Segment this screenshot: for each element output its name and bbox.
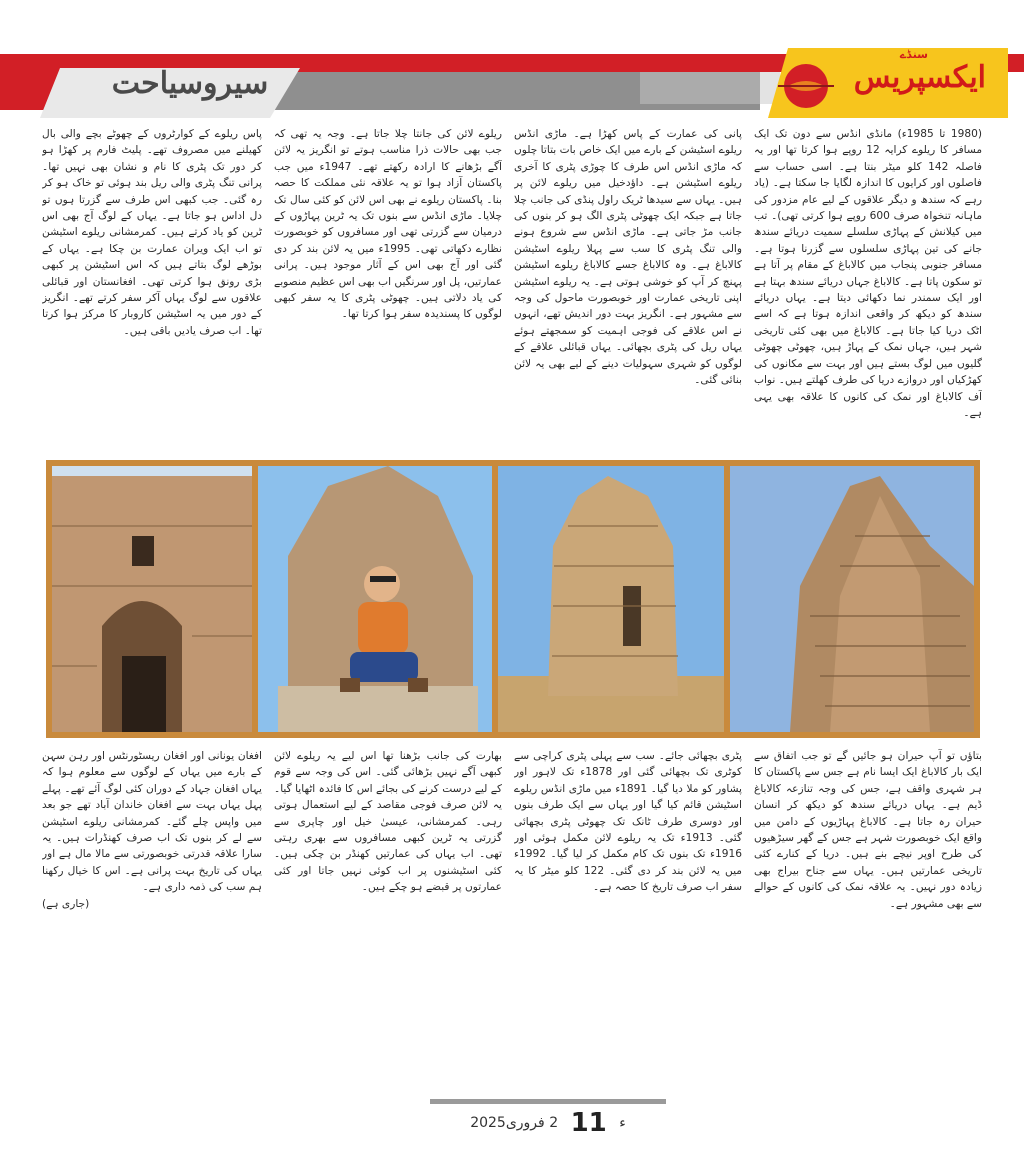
continued-note: (جاری ہے) (42, 897, 90, 910)
photo-ruined-temple-corner (730, 466, 974, 732)
photo-strip (46, 460, 980, 738)
page-footer (430, 1108, 666, 1138)
brand-top: سنڈے (899, 48, 928, 61)
photo-temple-stone-tower (498, 466, 724, 732)
column-text: پاس ریلوے کے کوارٹروں کے چھوٹے بچے والی بال کھیلنے میں مصروف تھے۔ پلیٹ فارم پر کھڑا ہو کر دور تک پٹری کا نام و نشان بھی نہیں تھا۔ پرانی تنگ پٹری والی ریل بند ہوئی تو خاک ہو کر رہ گئی۔ جب کبھی اس طرف سے گزرتا ہوں تو دل اداس ہو جاتا ہے۔ یہاں کے لوگ آج بھی اس ٹرین کو یاد کرتے ہیں۔ کمرمشانی ریلوے اسٹیشن تو اب ایک ویران عمارت بن چکا ہے۔ یہاں کے بوڑھے لوگ بتاتے ہیں کہ اس اسٹیشن پر کبھی بڑی رونق ہوا کرتی تھی۔ افغانستان اور قبائلی علاقوں سے لوگ یہاں آکر سفر کرتے تھے۔ انگریز کے دور میں یہ اسٹیشن کاروبار کا مرکز ہوا کرتا تھا۔ اب صرف یادیں باقی ہیں۔ (42, 128, 262, 337)
brand-name: ایکسپریس (853, 60, 986, 95)
footer-date: 2 فروری (505, 1115, 559, 1131)
column-text: ریلوے لائن کی جانتا چلا جاتا ہے۔ وجہ یہ تھی کہ جب بھی حالات ذرا مناسب ہوتے تو انگریز یہ لائن آگے بڑھانے کا ارادہ رکھتے تھے۔ 1947ء میں جب پاکستان آزاد ہوا تو یہ علاقہ نئی مملکت کا حصہ بنا۔ پاکستان ریلوے نے بھی اس لائن کو کئی سال تک چلایا۔ ماڑی انڈس سے بنوں تک یہ ٹرین پہاڑوں کے درمیان سے گزرتی تھی اور مسافروں کو خوبصورت نظارے دکھاتی تھی۔ 1995ء میں یہ لائن بند کر دی گئی اور آج بھی اس کے آثار موجود ہیں۔ پرانی عمارتیں، پل اور سرنگیں اب بھی اس عظیم منصوبے کی یاد دلاتی ہیں۔ چھوٹی پٹری کا یہ سفر کبھی لوگوں کا پسندیدہ سفر ہوا کرتا تھا۔ (274, 128, 502, 321)
page-number: 11 (570, 1108, 607, 1138)
column-text: افغان یونانی اور افغان ریسٹورنٹس اور رہن سہن کے بارے میں یہاں کے لوگوں سے معلوم ہوا کہ یہاں افغان جہاد کے دوران کئی لوگ آئے تھے۔ پہلے پہل یہاں بہت سے افغان خاندان آباد تھے جو بعد میں واپس چلے گئے۔ کمرمشانی ریلوے اسٹیشن سے لے کر بنوں تک اب صرف کھنڈرات ہیں۔ یہ سارا علاقہ قدرتی خوبصورتی سے مالا مال ہے اور یہاں کی تاریخ بہت پرانی ہے۔ اس کا خیال رکھنا ہم سب کی ذمہ داری ہے۔ (42, 750, 262, 894)
photo-traveler-at-temple (258, 466, 492, 732)
column-text: بتاؤں تو آپ حیران ہو جائیں گے تو جب اتفاق سے ایک بار کالاباغ ایک ایسا نام ہے جس سے پاکستان کا ہر شہری واقف ہے، جس کی وجہ تنازعہ کالاباغ ڈیم ہے۔ یہاں دریائے سندھ کو دیکھ کر انسان حیران رہ جاتا ہے۔ کالاباغ پہاڑیوں کے دامن میں واقع ایک خوبصورت شہر ہے جس کے گھر سیڑھیوں کی طرح اوپر نیچے بنے ہیں۔ دریا کے کنارے کئی تاریخی عمارتیں ہیں۔ یہاں سے جناح بیراج بھی زیادہ دور نہیں۔ یہ علاقہ نمک کی کانوں کے حوالے سے بھی مشہور ہے۔ (754, 750, 982, 910)
article-column-6 (514, 748, 742, 1088)
column-text: (1980 تا 1985ء) مانڈی انڈس سے دون تک ایک مسافر کا ریلوے کرایہ 12 روپے ہوا کرتا تھا اور یہ فاصلہ 142 کلو میٹر بنتا ہے۔ اسی حساب سے فاصلوں اور کرایوں کا اندازہ لگایا جا سکتا ہے۔ (یاد رہے کہ سندھ و دیگر علاقوں کے لیے عام مزدور کی ماہانہ تنخواہ صرف 600 روپے ہوا کرتی تھی)۔ تب میں کیلانش کے پہاڑی سلسلے سمیت دریائے سندھ جانے کی تین پہاڑی سلسلوں سے گزرنا ہوتا ہے۔ مسافر جنوبی پنجاب میں کالاباغ کے مقام پر آتا ہے تو سکون پاتا ہے۔ کالاباغ جہاں دریائے سندھ بہتا ہے اور ایک سمندر نما دکھائی دیتا ہے۔ یہاں دریائے سندھ کو دیکھ کر واقعی اندازہ ہوتا ہے کہ اسے اٹک دریا کیا جاتا ہے۔ کالاباغ میں بھی کئی تاریخی شہر ہیں، جہاں نمک کے پہاڑ ہیں، چھوٹی چھوٹی گلیوں میں لوگ بستے ہیں اور بہت سے مکانوں کی کھڑکیاں اور دروازے دریا کی طرف کھلتے ہیں۔ نواب آف کالاباغ اور نمک کی کانوں کا علاقہ بھی یہی ہے۔ (754, 128, 982, 419)
section-title: سیروسیاحت (111, 66, 269, 101)
article-column-2 (514, 126, 742, 454)
article-column-3 (274, 126, 502, 454)
column-text: بھارت کی جانب بڑھنا تھا اس لیے یہ ریلوے لائن کبھی آگے نہیں بڑھائی گئی۔ اس کی وجہ سے قوم کے لیے درست کرنے کی بجائے اس کا فائدہ اٹھایا گیا۔ یہ لائن صرف فوجی مقاصد کے لیے استعمال ہوتی رہی۔ کمرمشانی، عیسیٰ خیل اور چاپری سے گزرتی یہ ٹرین کبھی مسافروں سے بھری رہتی تھی۔ اب یہاں کی عمارتیں کھنڈر بن چکی ہیں۔ کئی اسٹیشنوں پر اب کوئی نہیں جاتا اور کئی عمارتوں پر قبضے ہو چکے ہیں۔ (274, 750, 502, 894)
column-text: پانی کی عمارت کے پاس کھڑا ہے۔ ماڑی انڈس ریلوے اسٹیشن کے بارے میں ایک خاص بات بتاتا چلوں کہ ماڑی انڈس اس طرف کا چوڑی پٹری کا آخری ریلوے اسٹیشن ہے۔ داؤدخیل میں ریلوے لائن پر ہیں۔ یہاں سے سیدھا ٹریک راول پنڈی کی جانب چلا جاتا ہے جبکہ ایک چھوٹی پٹری الگ ہو کر بنوں کی جانب مڑ جاتی ہے۔ ماڑی انڈس سے شروع ہونے والی تنگ پٹری کا سب سے پہلا ریلوے اسٹیشن کالاباغ ہے۔ وہ کالاباغ جسے کالاباغ ریلوے اسٹیشن پہنچ کر آپ کو خوشی ہوتی ہے۔ یہ ریلوے اسٹیشن اپنی تاریخی عمارت اور خوبصورت ماحول کی وجہ سے مشہور ہے۔ انگریز بہت دور اندیش تھے، انہوں نے اس علاقے کی فوجی اہمیت کو سمجھتے ہوئے یہاں ریل کی پٹری بچھائی۔ یہاں قبائلی علاقے کے لوگوں کو شہری سہولیات دینے کے لیے بھی یہ لائن بنائی گئی۔ (514, 128, 742, 387)
article-column-1 (754, 126, 982, 454)
article-column-5 (754, 748, 982, 1088)
article-column-4 (42, 126, 262, 454)
footer-year: 2025ء (470, 1115, 626, 1131)
article-column-8 (42, 748, 262, 1088)
article-column-7 (274, 748, 502, 1088)
column-text: پٹری بچھائی جائے۔ سب سے پہلی پٹری کراچی سے کوٹری تک بچھائی گئی اور 1878ء تک لاہور اور پشاور کو ملا دیا گیا۔ 1891ء میں ماڑی انڈس ریلوے اسٹیشن قائم کیا گیا اور یہاں سے ایک طرف بنوں اور دوسری طرف ٹانک تک چھوٹی پٹری بچھائی گئی۔ 1913ء تک یہ ریلوے لائن مکمل ہوئی اور 1916ء تک بنوں تک کام مکمل کر لیا گیا۔ 1992ء میں یہ لائن بند کر دی گئی۔ 122 کلو میٹر کا یہ سفر اب صرف تاریخ کا حصہ ہے۔ (514, 750, 742, 894)
footer-rule (430, 1099, 666, 1104)
photo-temple-arched-doorway (52, 466, 252, 732)
